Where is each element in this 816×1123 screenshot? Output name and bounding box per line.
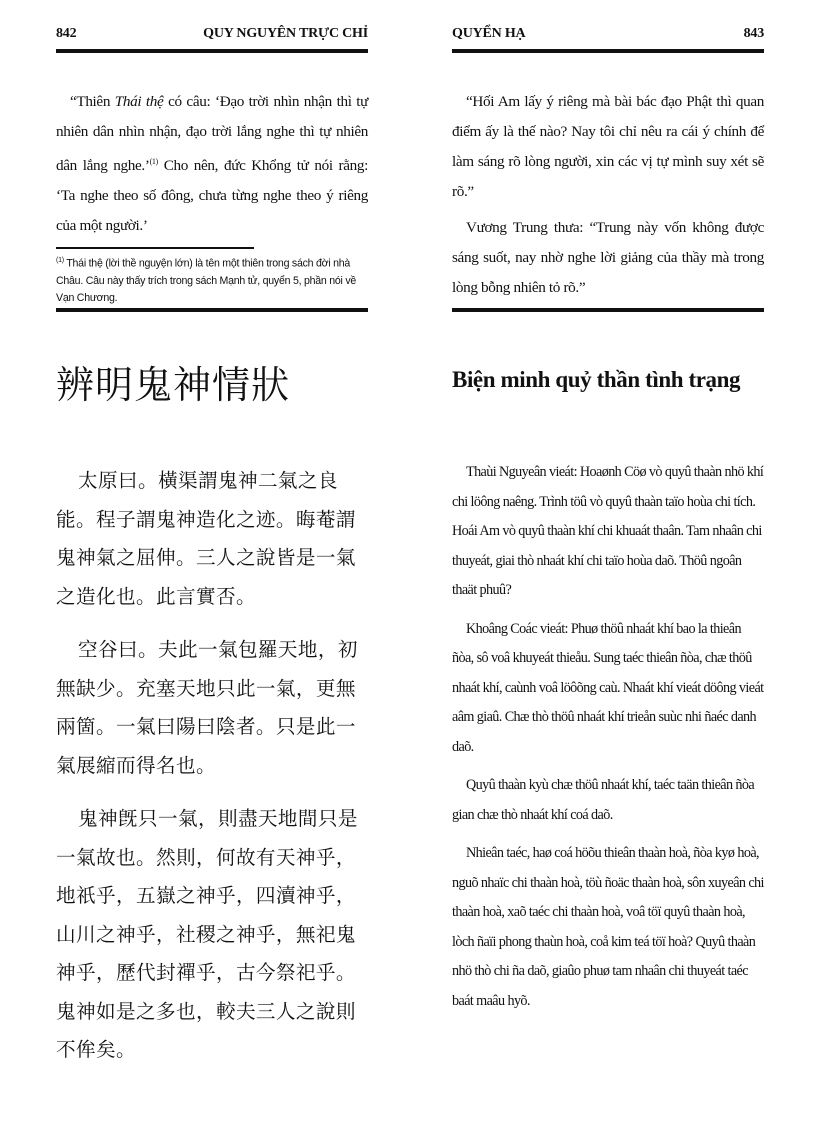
transliteration-paragraph: Quyû thaàn kyù chæ thöû nhaát khí, taéc taän thieân ñòa gian chæ thò nhaát khí coá daõ.	[452, 777, 755, 823]
footnote-text: Thái thệ (lời thề nguyện lớn) là tên một thiên trong sách đời nhà Châu. Câu này thấy trích trong sách Mạnh tử, quyển 5, phần nói về Vạn Chương.	[56, 257, 357, 304]
right-text-block	[452, 87, 764, 309]
left-page-number: 842	[56, 26, 77, 41]
transliteration-block	[452, 458, 764, 1025]
header-rule	[56, 49, 368, 53]
chinese-paragraph: 太原曰。橫渠謂鬼神二氣之良能。程子謂鬼神造化之迹。晦菴謂鬼神氣之屈伸。三人之說皆是一氣之造化也。此言實否。	[56, 469, 356, 608]
left-page-header	[56, 26, 368, 48]
chinese-paragraph: 鬼神旣只一氣，則盡天地間只是一氣故也。然則，何故有天神乎，地祇乎，五嶽之神乎，四瀆神乎，山川之神乎，社稷之神乎，無祀鬼神乎，歷代封禪乎，古今祭祀乎。鬼神如是之多也，較夫三人之說則不侔矣。	[56, 807, 358, 1061]
section-rule	[452, 308, 764, 312]
footnote	[56, 252, 368, 307]
chinese-text-block	[56, 462, 368, 1085]
transliteration-paragraph: Khoâng Coác vieát: Phuø thöû nhaát khí bao la thieân ñòa, sô voâ khuyeát thieåu. Sung taéc thieân ñòa, chæ thöû nhaát khí, caùnh voâ löôõng caù. Nhaát khí vieát döông vieát aâm giaû. Chæ thò thöû nhaát khí trieån suùc nhi ñaéc danh daõ.	[452, 620, 764, 755]
transliteration-paragraph: Nhieân taéc, haø coá höõu thieân thaàn hoà, ñòa kyø hoà, nguõ nhaïc chi thaàn hoà, töù ñoäc thaàn hoà, sôn xuyeân chi thaàn hoà, xaõ taéc chi thaàn hoà, voâ töï quyû thaàn hoà, lòch ñaïi phong thaùn hoà, coå kim teá töï hoà? Quyû thaàn nhö thò chi ña daõ, giaûo phuø tam nhaân chi thuyeát taéc baát maâu hyõ.	[452, 845, 764, 1009]
section-title: Biện minh quỷ thần tình trạng	[452, 367, 741, 392]
chinese-paragraph: 空谷曰。夫此一氣包羅天地，初無缺少。充塞天地只此一氣，更無兩箇。一氣曰陽曰陰者。只是此一氣展縮而得名也。	[56, 638, 358, 777]
left-running-title: QUY NGUYÊN TRỰC CHỈ	[203, 26, 368, 41]
left-paragraph: “Thiên Thái thệ có câu: ‘Đạo trời nhìn nhận thì tự nhiên dân nhìn nhận, đạo trời lắng nghe thì tự nhiên dân lắng nghe.’$^{(1)}$ Cho nên, đức Khổng tử nói rằng: ‘Ta nghe theo số đông, chưa từng nghe theo ý riêng của một người.’	[56, 93, 369, 235]
right-paragraph: Vương Trung thưa: “Trung này vốn không được sáng suốt, nay nhờ nghe lời giảng của thầy mà trong lòng bỗng nhiên tỏ rõ.”	[452, 219, 764, 296]
header-rule	[452, 49, 764, 53]
right-page-number: 843	[743, 26, 764, 41]
left-text-block	[56, 87, 368, 247]
transliteration-paragraph: Thaùi Nguyeân vieát: Hoaønh Cöø vò quyû thaàn nhö khí chi löông naêng. Trình töû vò quyû thaàn taïo hoùa chi tích. Hoái Am vò quyû thaàn khí chi khuaát thaân. Tam nhaân chi thuyeát, giai thò nhaát khí chi taïo hoùa daõ. Thöû ngoân thaät phuû?	[452, 464, 764, 598]
section-rule	[56, 308, 368, 312]
right-running-title: QUYỂN HẠ	[452, 26, 526, 41]
footnote-rule	[56, 247, 254, 249]
right-page-header	[452, 26, 764, 48]
footnote-reference: (1)	[149, 157, 158, 166]
footnote-mark: (1)	[56, 257, 64, 264]
right-paragraph: “Hối Am lấy ý riêng mà bài bác đạo Phật thì quan điểm ấy là thế nào? Nay tôi chỉ nêu ra cái ý chính để làm sáng rõ lòng người, xin các vị tự mình suy xét sẽ rõ.”	[452, 93, 764, 200]
chinese-section-title: 辨明鬼神情狀	[56, 363, 291, 407]
